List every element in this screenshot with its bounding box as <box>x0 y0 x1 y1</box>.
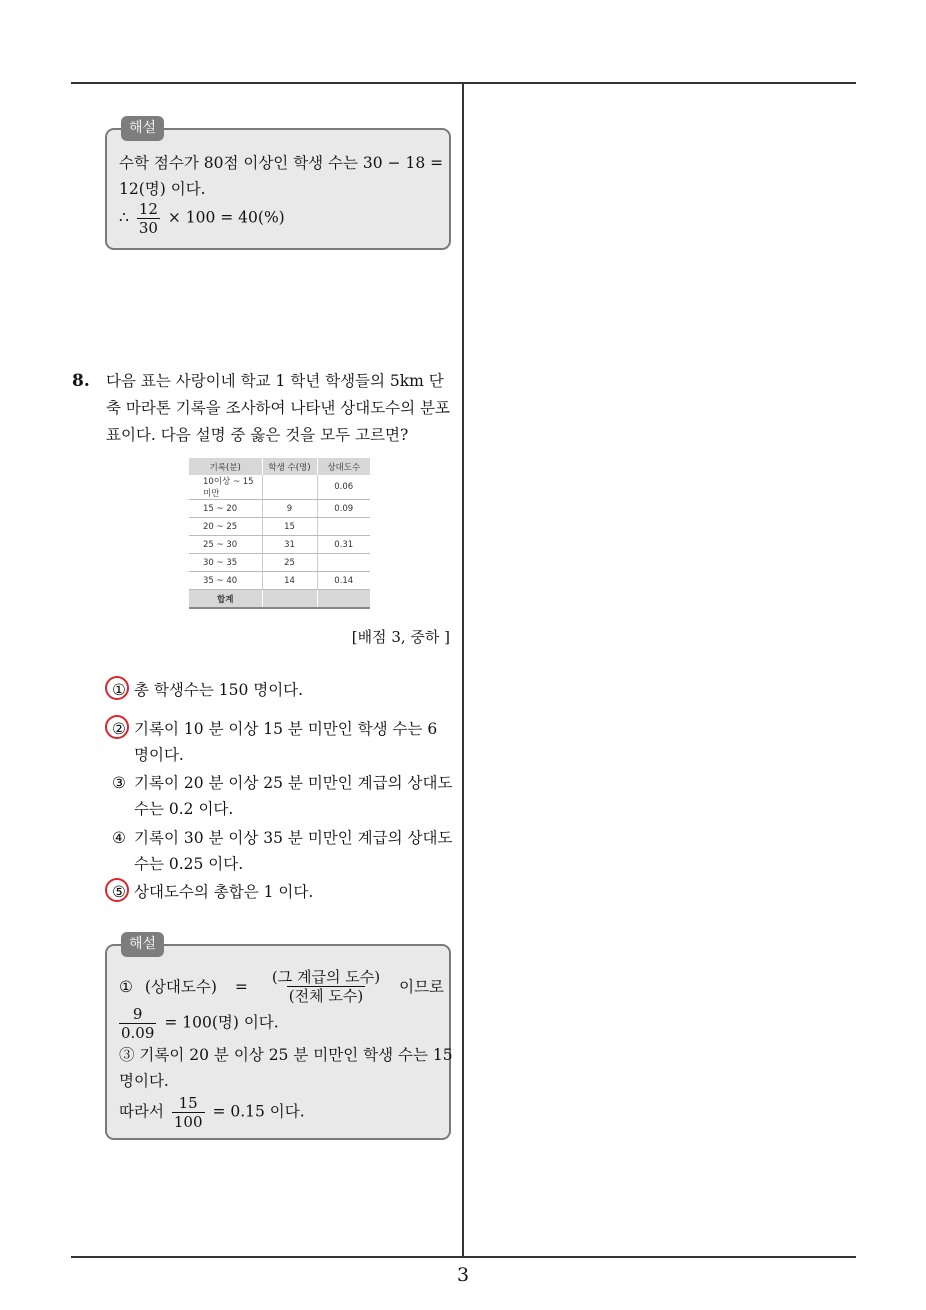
table-cell: 0.31 <box>317 536 370 554</box>
table-row <box>189 554 370 572</box>
solution-2-final: = 0.15 이다. <box>212 1102 305 1121</box>
fraction-numerator: 15 <box>178 1094 198 1112</box>
solution-2-result: = 100(명) 이다. <box>164 1013 279 1032</box>
table-cell <box>262 475 317 500</box>
choice-number: ⑤ <box>112 883 126 901</box>
page-number: 3 <box>456 1264 470 1286</box>
solution-label: 해설 <box>121 932 164 957</box>
table-header-row <box>189 458 370 475</box>
table-cell: 0.09 <box>317 500 370 518</box>
solution-1-line-1: 수학 점수가 80점 이상인 학생 수는 30 − 18 = <box>119 154 444 172</box>
bottom-rule <box>71 1256 856 1258</box>
solution-2-line-3: ③ 기록이 20 분 이상 25 분 미만인 학생 수는 15 <box>119 1046 453 1064</box>
equals-sign: = <box>234 977 248 996</box>
choice-4[interactable] <box>108 825 453 877</box>
solution-2-therefore: 따라서 <box>119 1102 164 1121</box>
fraction-numerator: (그 계급의 도수) <box>271 968 381 986</box>
therefore-symbol: ∴ <box>119 208 129 227</box>
solution-2-line-1 <box>119 968 445 1005</box>
solution-2-body <box>119 968 453 1131</box>
table-total-row <box>189 590 370 609</box>
table-header: 기록(분) <box>189 458 262 475</box>
table-row <box>189 518 370 536</box>
table-cell: 20 ~ 25 <box>189 518 262 536</box>
choice-5[interactable] <box>108 879 453 905</box>
choice-text: 기록이 30 분 이상 35 분 미만인 계급의 상대도수는 0.25 이다. <box>134 829 453 873</box>
fraction-denominator: (전체 도수) <box>288 987 364 1005</box>
table-row <box>189 536 370 554</box>
fraction <box>137 200 160 237</box>
choice-number: ③ <box>112 774 126 792</box>
table-cell: 31 <box>262 536 317 554</box>
question-meta: [배점 3, 중하 ] <box>351 628 450 646</box>
table-cell: 15 <box>262 518 317 536</box>
table-header: 학생 수(명) <box>262 458 317 475</box>
table-cell: 15 ~ 20 <box>189 500 262 518</box>
solution-box-1 <box>105 120 451 250</box>
fraction <box>119 1005 156 1042</box>
question-number: 8. <box>72 371 90 391</box>
choice-1[interactable] <box>108 677 453 703</box>
choice-3[interactable] <box>108 770 453 822</box>
table-cell: 0.14 <box>317 572 370 590</box>
solution-2-line-4: 명이다. <box>119 1072 169 1090</box>
top-rule <box>71 82 856 84</box>
solution-2-line-2 <box>119 1005 439 1042</box>
choice-number: ① <box>112 681 126 699</box>
relative-frequency-term: (상대도수) <box>144 977 217 996</box>
fraction-denominator: 100 <box>173 1113 203 1131</box>
choice-1-ref: ① <box>119 977 133 996</box>
choice-number: ④ <box>112 829 126 847</box>
choice-text: 총 학생수는 150 명이다. <box>134 681 304 699</box>
table-cell: 14 <box>262 572 317 590</box>
choice-text: 기록이 10 분 이상 15 분 미만인 학생 수는 6 명이다. <box>134 720 438 764</box>
solution-2-conjunction: 이므로 <box>399 977 445 996</box>
formula-fraction <box>270 968 382 1005</box>
fraction-numerator: 9 <box>132 1005 143 1023</box>
fraction-numerator: 12 <box>138 200 158 218</box>
table-row <box>189 500 370 518</box>
column-divider <box>462 82 464 1258</box>
choice-text: 기록이 20 분 이상 25 분 미만인 계급의 상대도수는 0.2 이다. <box>134 774 453 818</box>
table-cell: 30 ~ 35 <box>189 554 262 572</box>
table-cell: 25 ~ 30 <box>189 536 262 554</box>
solution-1-result: × 100 = 40(%) <box>167 208 285 227</box>
fraction-denominator: 30 <box>138 219 158 237</box>
table-row <box>189 475 370 500</box>
table-row <box>189 572 370 590</box>
table-cell <box>317 590 370 609</box>
solution-box-2 <box>105 936 453 1140</box>
choice-2[interactable] <box>108 716 453 768</box>
solution-1-line-3 <box>119 200 439 237</box>
table-cell: 10이상 ~ 15미만 <box>189 475 262 500</box>
table-cell: 35 ~ 40 <box>189 572 262 590</box>
solution-1-body <box>119 150 444 237</box>
solution-label: 해설 <box>121 116 164 141</box>
table-cell <box>262 590 317 609</box>
table-header: 상대도수 <box>317 458 370 475</box>
relative-frequency-table <box>189 458 370 609</box>
table-cell <box>317 554 370 572</box>
solution-2-line-5 <box>119 1094 439 1131</box>
solution-1-line-2: 12(명) 이다. <box>119 180 206 198</box>
fraction <box>172 1094 205 1131</box>
table-cell <box>317 518 370 536</box>
choice-number: ② <box>112 720 126 738</box>
choice-text: 상대도수의 총합은 1 이다. <box>134 883 314 901</box>
fraction-denominator: 0.09 <box>121 1024 155 1042</box>
question-text: 다음 표는 사랑이네 학교 1 학년 학생들의 5km 단축 마라톤 기록을 조사하여 나타낸 상대도수의 분포표이다. 다음 설명 중 옳은 것을 모두 고르면? <box>106 372 450 444</box>
table-total-label: 합계 <box>189 590 262 609</box>
table-cell: 0.06 <box>317 475 370 500</box>
table-cell: 25 <box>262 554 317 572</box>
table-cell: 9 <box>262 500 317 518</box>
